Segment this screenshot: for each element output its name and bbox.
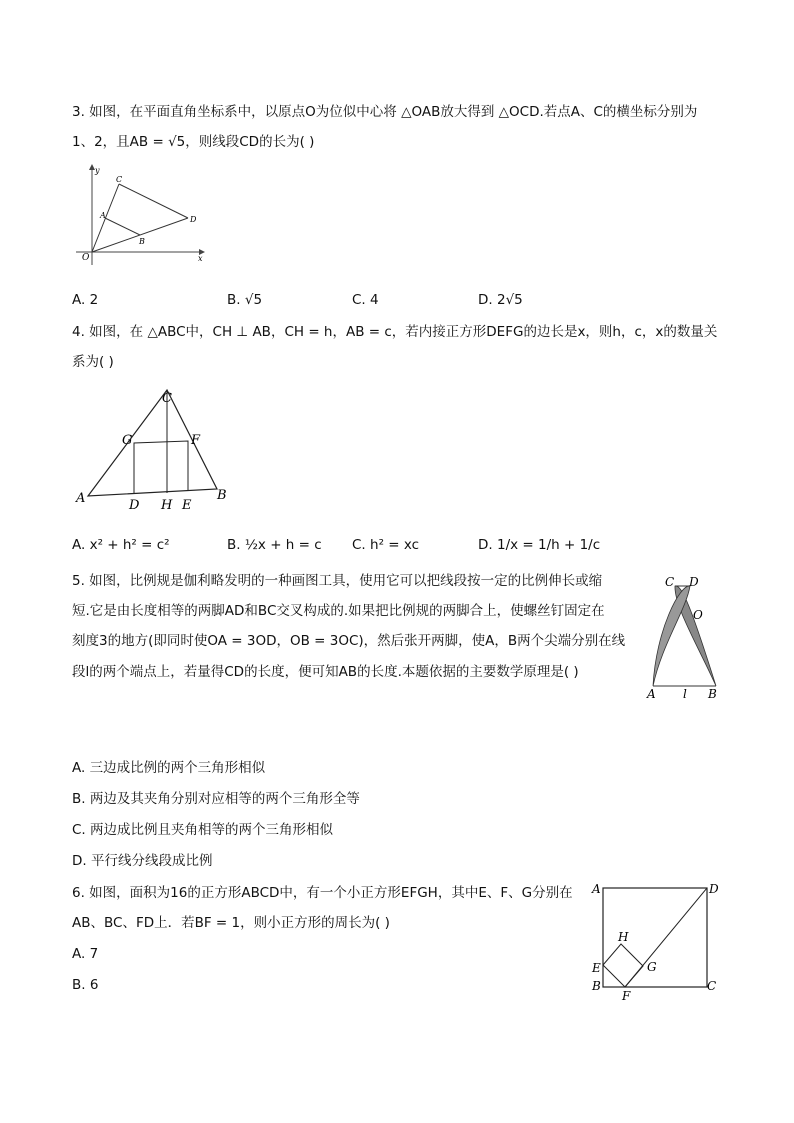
q3-label-c: C	[116, 175, 123, 184]
q5-label-a: A	[647, 687, 656, 701]
q6-label-b: B	[592, 979, 601, 993]
q6-label-a: A	[592, 882, 601, 896]
q4-figure	[72, 385, 242, 515]
q6-square-efgh	[603, 944, 643, 987]
q3-option-a[interactable]: A. 2	[72, 292, 99, 308]
q3-label-o: O	[82, 253, 90, 263]
q4-label-e: E	[182, 498, 192, 513]
q5-label-d: D	[689, 575, 699, 589]
q5-option-b[interactable]: B. 两边及其夹角分别对应相等的两个三角形全等	[72, 791, 360, 807]
q5-text-line2: 短.它是由长度相等的两脚AD和BC交叉构成的.如果把比例规的两脚合上，使螺丝钉固定在	[72, 603, 605, 619]
q6-text-line2: AB、BC、FD上．若BF = 1，则小正方形的周长为( )	[72, 915, 390, 931]
q4-square-defg	[134, 441, 188, 493]
q4-label-b: B	[217, 488, 227, 503]
q4-label-h: H	[161, 498, 173, 513]
q5-label-b: B	[708, 687, 717, 701]
q5-text-line3: 刻度3的地方(即同时使OA = 3OD，OB = 3OC)，然后张开两脚，使A，B两个尖端分别在线	[72, 633, 626, 649]
q6-label-d: D	[709, 882, 719, 896]
q6-option-a[interactable]: A. 7	[72, 946, 99, 962]
q4-label-a: A	[76, 491, 86, 506]
q4-label-c: C	[162, 391, 172, 406]
q6-label-c: C	[707, 979, 717, 993]
q6-option-b[interactable]: B. 6	[72, 977, 99, 993]
q3-label-b: B	[139, 237, 145, 246]
q4-label-f: F	[191, 433, 201, 448]
q4-label-d: D	[129, 498, 140, 513]
q3-segment-cd	[119, 184, 188, 218]
q4-option-a[interactable]: A. x² + h² = c²	[72, 537, 170, 553]
q3-option-b[interactable]: B. √5	[227, 292, 263, 308]
q5-option-a[interactable]: A. 三边成比例的两个三角形相似	[72, 760, 266, 776]
q4-label-g: G	[122, 433, 133, 448]
q5-option-d[interactable]: D. 平行线分线段成比例	[72, 853, 213, 869]
q5-option-c[interactable]: C. 两边成比例且夹角相等的两个三角形相似	[72, 822, 334, 838]
q3-label-y: y	[95, 166, 100, 175]
q6-text-line1: 6. 如图，面积为16的正方形ABCD中，有一个小正方形EFGH，其中E、F、G分别在	[72, 885, 573, 901]
q5-text-line1: 5. 如图，比例规是伽利略发明的一种画图工具，使用它可以把线段按一定的比例伸长或缩	[72, 573, 603, 589]
q5-figure	[640, 570, 730, 704]
q5-text-line4: 段l的两个端点上，若量得CD的长度，便可知AB的长度.本题依据的主要数学原理是( )	[72, 664, 579, 680]
q3-text-line1: 3. 如图，在平面直角坐标系中，以原点O为位似中心将 △OAB放大得到 △OCD.若点A、C的横坐标分别为	[72, 104, 698, 120]
q3-label-x: x	[198, 254, 203, 263]
q3-option-d[interactable]: D. 2√5	[478, 292, 523, 308]
q6-label-h: H	[618, 930, 629, 944]
q4-option-b[interactable]: B. ½x + h = c	[227, 537, 322, 553]
q5-label-l: l	[683, 687, 687, 701]
q4-text-line2: 系为( )	[72, 354, 114, 370]
q6-label-g: G	[647, 960, 657, 974]
q5-label-c: C	[665, 575, 675, 589]
q3-label-d: D	[190, 215, 197, 224]
q3-text-line2: 1、2，且AB = √5，则线段CD的长为( )	[72, 134, 315, 150]
q6-label-e: E	[592, 961, 601, 975]
q5-leg-ad	[653, 586, 690, 686]
q4-option-d[interactable]: D. 1/x = 1/h + 1/c	[478, 537, 601, 553]
q3-figure	[72, 160, 212, 272]
q5-label-o: O	[693, 608, 703, 622]
q3-segment-ab	[105, 218, 140, 235]
q6-figure	[585, 878, 725, 1004]
q4-text-line1: 4. 如图，在 △ABC中，CH ⊥ AB，CH = h，AB = c，若内接正方形DEFG的边长是x，则h，c，x的数量关	[72, 324, 718, 340]
q6-label-f: F	[622, 989, 631, 1003]
q4-option-c[interactable]: C. h² = xc	[352, 537, 420, 553]
q3-option-c[interactable]: C. 4	[352, 292, 379, 308]
q3-label-a: A	[100, 211, 106, 220]
